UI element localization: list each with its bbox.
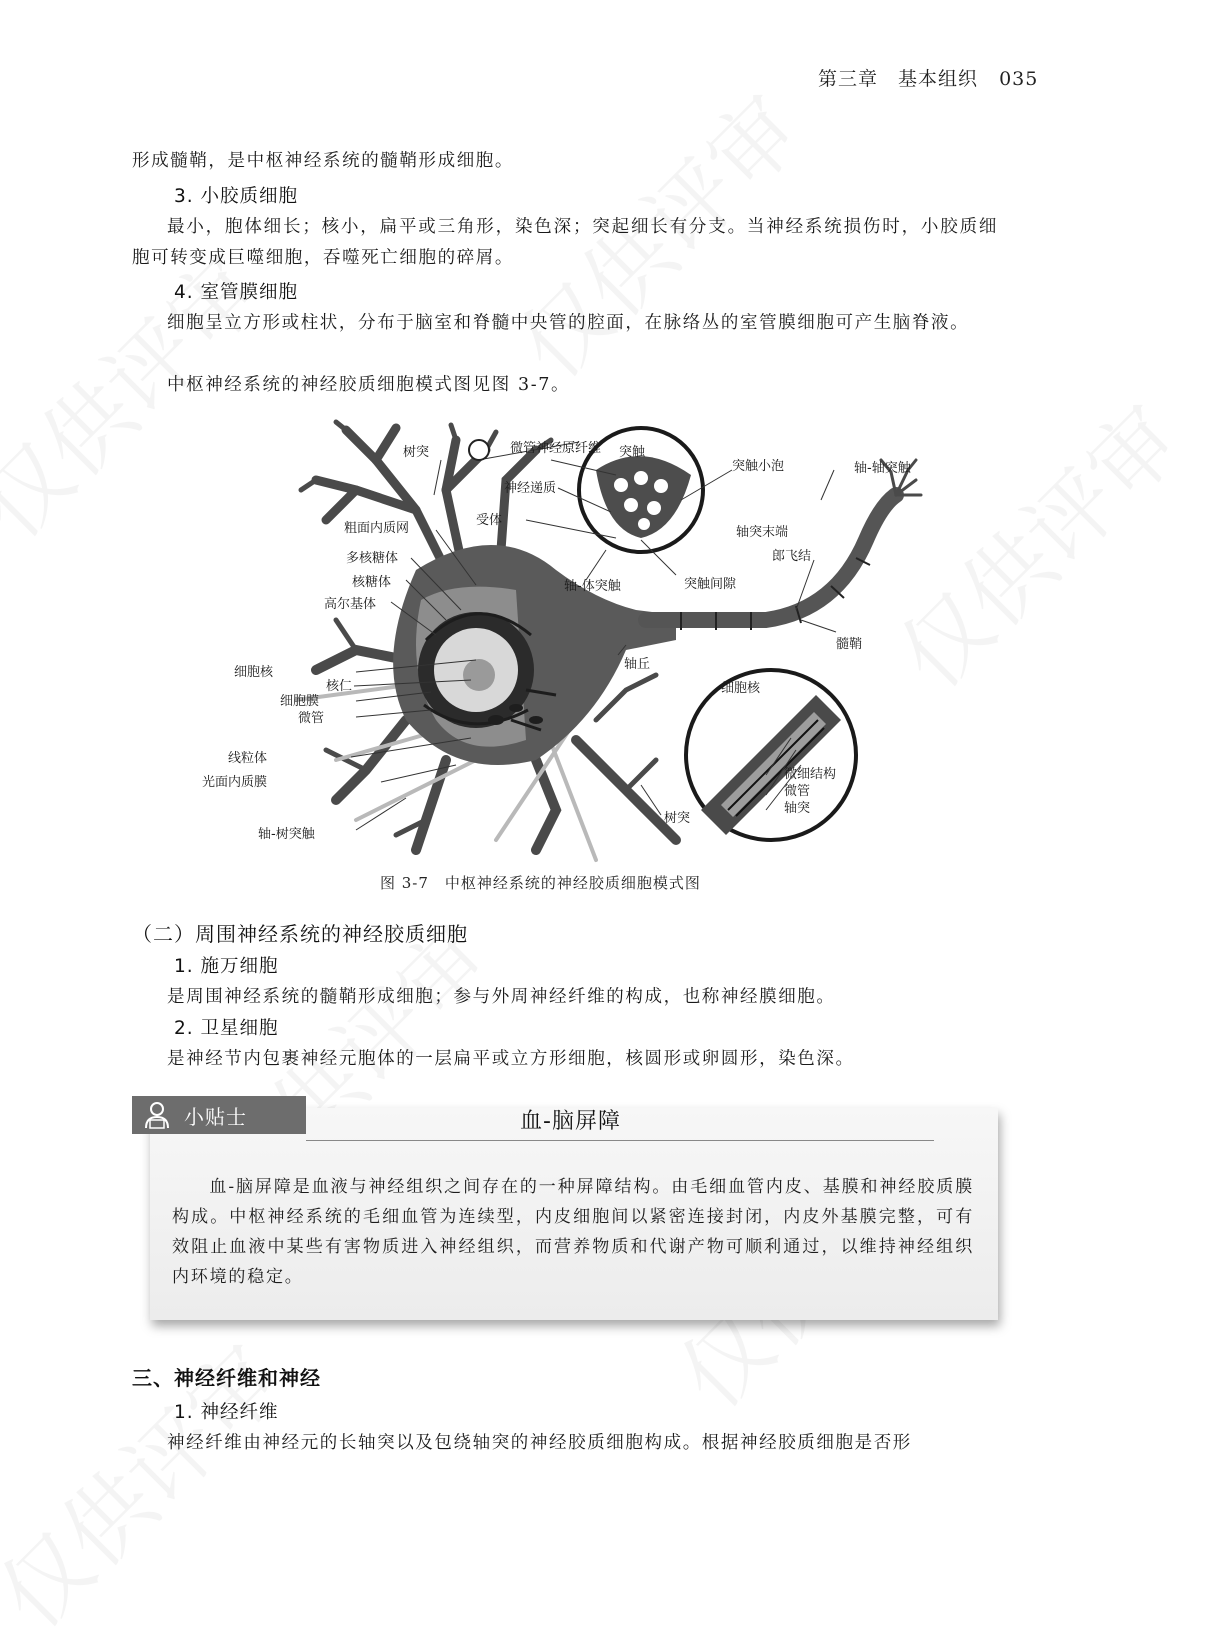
tip-tab xyxy=(132,1096,306,1134)
reader-icon xyxy=(142,1100,172,1130)
tip-divider xyxy=(306,1140,934,1141)
label-microtubule-fibril: 微管神经原纤维 xyxy=(510,441,602,456)
label-ranvier: 郎飞结 xyxy=(772,549,812,564)
neuron-diagram xyxy=(202,420,926,860)
tip-tab-label: 小贴士 xyxy=(184,1104,247,1129)
label-microtubule: 微管 xyxy=(298,711,325,726)
tip-title: 血-脑屏障 xyxy=(520,1109,621,1134)
page-number: 035 xyxy=(999,68,1039,90)
subheading-schwann: 1. 施万细胞 xyxy=(174,956,279,977)
subheading-microglia: 3. 小胶质细胞 xyxy=(174,186,299,207)
label-dendrite-top: 树突 xyxy=(403,445,430,460)
neuron-illustration xyxy=(202,420,926,860)
figure-caption: 图 3-7 中枢神经系统的神经胶质细胞模式图 xyxy=(380,874,701,892)
label-receptor: 受体 xyxy=(476,513,503,528)
label-microstructure: 微细结构 xyxy=(784,767,837,782)
subheading-nerve-fiber: 1. 神经纤维 xyxy=(174,1402,279,1423)
label-nucleus: 细胞核 xyxy=(234,665,274,680)
label-smooth-er: 光面内质膜 xyxy=(202,775,268,790)
paragraph-schwann: 是周围神经系统的髓鞘形成细胞；参与外周神经纤维的构成，也称神经膜细胞。 xyxy=(167,987,836,1007)
chapter-title: 第三章 基本组织 xyxy=(818,68,979,90)
label-golgi: 高尔基体 xyxy=(324,597,377,612)
paragraph-ependymal: 细胞呈立方形或柱状，分布于脑室和脊髓中央管的腔面，在脉络丛的室管膜细胞可产生脑脊液。 xyxy=(167,313,970,333)
paragraph-figure-ref: 中枢神经系统的神经胶质细胞模式图见图 3-7。 xyxy=(167,375,571,395)
label-synaptic-cleft: 突触间隙 xyxy=(684,577,737,592)
paragraph-satellite: 是神经节内包裹神经元胞体的一层扁平或立方形细胞，核圆形或卵圆形，染色深。 xyxy=(167,1049,855,1069)
label-mitochondria: 线粒体 xyxy=(228,751,268,766)
label-rough-er: 粗面内质网 xyxy=(344,521,410,536)
label-axon-terminal: 轴突末端 xyxy=(736,525,789,540)
running-header xyxy=(818,64,1038,91)
label-synaptic-vesicle: 突触小泡 xyxy=(732,459,785,474)
tip-body: 血-脑屏障是血液与神经组织之间存在的一种屏障结构。由毛细血管内皮、基膜和神经胶质膜构成。中枢神经系统的毛细血管为连续型，内皮细胞间以紧密连接封闭，内皮外基膜完整，可有效阻止血液中某些有害物质进入神经组织，而营养物质和代谢产物可顺利通过，以维持神经组织内环境的稳定。 xyxy=(172,1177,974,1287)
section-heading-peripheral: （二）周围神经系统的神经胶质细胞 xyxy=(132,922,468,946)
paragraph-microglia: 最小，胞体细长；核小，扁平或三角形，染色深；突起细长有分支。当神经系统损伤时，小胶质细胞可转变成巨噬细胞，吞噬死亡细胞的碎屑。 xyxy=(132,217,998,268)
label-neurotransmitter: 神经递质 xyxy=(504,481,557,496)
paragraph: 形成髓鞘，是中枢神经系统的髓鞘形成细胞。 xyxy=(132,151,514,171)
label-myelin: 髓鞘 xyxy=(836,637,863,652)
label-axo-somatic: 轴-体突触 xyxy=(564,579,621,594)
label-microtubule-fibril xyxy=(510,440,601,456)
label-synapse: 突触 xyxy=(619,445,646,460)
label-nucleolus: 核仁 xyxy=(326,679,353,694)
label-axo-axonic: 轴-轴突触 xyxy=(854,461,911,476)
label-ribosome: 核糖体 xyxy=(352,575,392,590)
subheading-satellite: 2. 卫星细胞 xyxy=(174,1018,279,1039)
paragraph-nerve-fiber: 神经纤维由神经元的长轴突以及包绕轴突的神经胶质细胞构成。根据神经胶质细胞是否形 xyxy=(167,1433,912,1453)
label-cell-membrane: 细胞膜 xyxy=(280,694,320,709)
label-axon-hillock: 轴丘 xyxy=(624,657,651,672)
label-polyribosome: 多核糖体 xyxy=(346,551,399,566)
label-microtubule-inset: 微管 xyxy=(784,784,811,799)
subheading-ependymal: 4. 室管膜细胞 xyxy=(174,282,299,303)
section-heading-fiber: 三、神经纤维和神经 xyxy=(132,1366,321,1390)
label-axon: 轴突 xyxy=(784,801,811,816)
label-cell-nucleus-inset: 细胞核 xyxy=(721,681,761,696)
label-axo-dendritic: 轴-树突触 xyxy=(258,827,315,842)
label-dendrite-bottom: 树突 xyxy=(664,811,691,826)
